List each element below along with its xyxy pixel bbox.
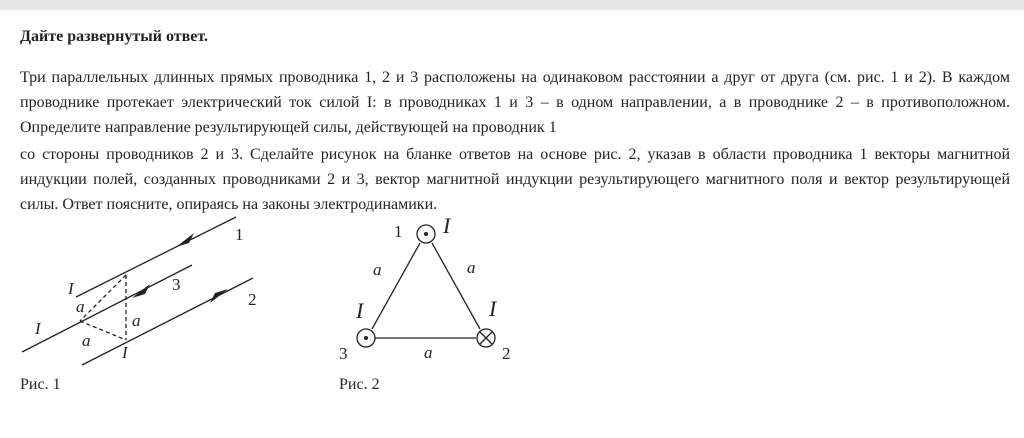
fig1-current-wire1: I bbox=[68, 279, 74, 298]
dot-wire-3 bbox=[364, 336, 368, 340]
fig2-label-2: 2 bbox=[502, 344, 511, 363]
fig2-current-2: I bbox=[489, 296, 497, 321]
figure-1-caption: Рис. 1 bbox=[20, 376, 61, 393]
fig1-current-wire2: I bbox=[122, 343, 128, 362]
side-1-2 bbox=[432, 243, 480, 329]
fig1-current-wire3: I bbox=[35, 319, 41, 338]
task-heading: Дайте развернутый ответ. bbox=[20, 28, 208, 45]
fig2-current-3: I bbox=[356, 298, 364, 323]
fig1-distance-3: a bbox=[82, 331, 91, 350]
side-1-3 bbox=[372, 243, 420, 329]
fig1-distance-1: a bbox=[76, 297, 85, 316]
task-paragraph-1: Три параллельных длинных прямых проводника 1, 2 и 3 расположены на одинаковом расстоянии a друг от друга (см. рис. 1 и 2). В каждом проводнике протекает электрический ток силой I: в проводниках 1 и 3 – в одном направлении, а в проводнике 2 – в противоположном. Определите направление результирующей силы, действующей на проводник 1 bbox=[20, 69, 1010, 136]
task-paragraph-2: со стороны проводников 2 и 3. Сделайте рисунок на бланке ответов на основе рис. 2, указав в области проводника 1 векторы магнитной индукции полей, созданных проводниками 2 и 3, вектор магнитной индукции результирующего магнитного поля и вектор результирующей силы. Ответ поясните, опираясь на законы электродинамики. bbox=[20, 146, 1010, 213]
fig1-label-1: 1 bbox=[235, 225, 244, 244]
fig2-distance-bottom: a bbox=[424, 343, 433, 362]
figure-2-caption: Рис. 2 bbox=[339, 376, 380, 393]
dot-wire-1 bbox=[424, 232, 428, 236]
fig1-label-2: 2 bbox=[248, 290, 257, 309]
fig2-label-3: 3 bbox=[339, 344, 348, 363]
fig2-current-1: I bbox=[443, 213, 451, 238]
fig1-distance-2: a bbox=[132, 311, 141, 330]
fig2-distance-left: a bbox=[373, 260, 382, 279]
fig1-label-3: 3 bbox=[172, 275, 181, 294]
fig2-label-1: 1 bbox=[394, 222, 403, 241]
fig2-distance-right: a bbox=[467, 258, 476, 277]
